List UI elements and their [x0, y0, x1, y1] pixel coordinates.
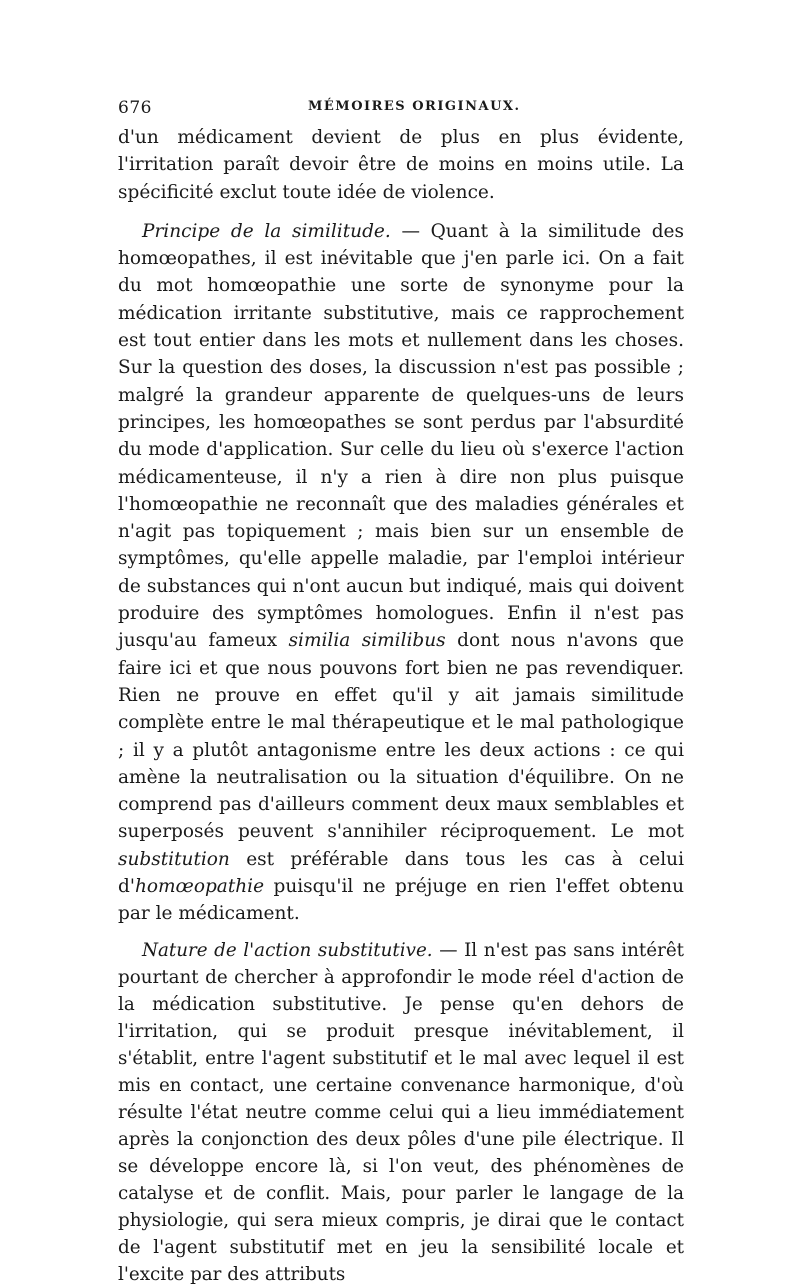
- page-number: 676: [118, 98, 152, 118]
- paragraph-text: d'un médicament devient de plus en plus évidente, l'irritation paraît devoir être de moins en moins utile. La spécificité exclut toute idée de violence.: [118, 127, 684, 203]
- section-heading: Principe de la similitude.: [142, 220, 391, 242]
- paragraph-text: est préférable dans tous les cas à celui d': [118, 848, 684, 898]
- running-title: MÉMOIRES ORIGINAUX.: [308, 99, 521, 114]
- italic-term: similia similibus: [288, 630, 446, 652]
- paragraph-continuation: [118, 124, 684, 206]
- body-text: [118, 124, 684, 1288]
- section-heading: Nature de l'action substitutive.: [142, 939, 433, 961]
- italic-term: substitution: [118, 848, 230, 870]
- paragraph-action-substitutive: [118, 937, 684, 1288]
- paragraph-principe-similitude: [118, 218, 684, 928]
- paragraph-text: — Il n'est pas sans intérêt pourtant de chercher à approfondir le mode réel d'action de la médication substitutive. Je pense qu'en dehors de l'irritation, qui se produit presque inévitablement, il s'établit, entre l'agent substitutif et le mal avec lequel il est mis en contact, une certaine convenance harmonique, d'où résulte l'état neutre comme celui qui a lieu immédiatement après la conjonction des deux pôles d'une pile électrique. Il se développe encore là, si l'on veut, des phénomènes de catalyse et de conflit. Mais, pour parler le langage de la physiologie, qui sera mieux compris, je dirai que le contact de l'agent substitutif met en jeu la sensibilité locale et l'excite par des attributs: [118, 939, 684, 1285]
- paragraph-text: dont nous n'avons que faire ici et que nous pouvons fort bien ne pas revendiquer. Rien ne prouve en effet qu'il y ait jamais similitude complète entre le mal thérapeutique et le mal pathologique ; il y a plutôt antagonisme entre les deux actions : ce qui amène la neutralisation ou la situation d'équilibre. On ne comprend pas d'ailleurs comment deux maux semblables et superposés peuvent s'annihiler réciproquement. Le mot: [118, 630, 684, 843]
- running-head: [118, 98, 684, 122]
- italic-term: homœopathie: [134, 876, 265, 898]
- paragraph-text: puisqu'il ne préjuge en rien l'effet obtenu par le médicament.: [118, 876, 684, 925]
- paragraph-text: — Quant à la similitude des homœopathes, il est inévitable que j'en parle ici. On a fait du mot homœopathie une sorte de synonyme pour la médication irritante substitutive, mais ce rapprochement est tout entier dans les mots et nullement dans les choses. Sur la question des doses, la discussion n'est pas possible ; malgré la grandeur apparente de quelques-uns de leurs principes, les homœopathes se sont perdus par l'absurdité du mode d'application. Sur celle du lieu où s'exerce l'action médicamenteuse, il n'y a rien à dire non plus puisque l'homœopathie ne reconnaît que des maladies générales et n'agit pas topiquement ; mais bien sur un ensemble de symptômes, qu'elle appelle maladie, par l'emploi intérieur de substances qui n'ont aucun but indiqué, mais qui doivent produire des symptômes homologues. Enfin il n'est pas jusqu'au fameux: [118, 220, 684, 652]
